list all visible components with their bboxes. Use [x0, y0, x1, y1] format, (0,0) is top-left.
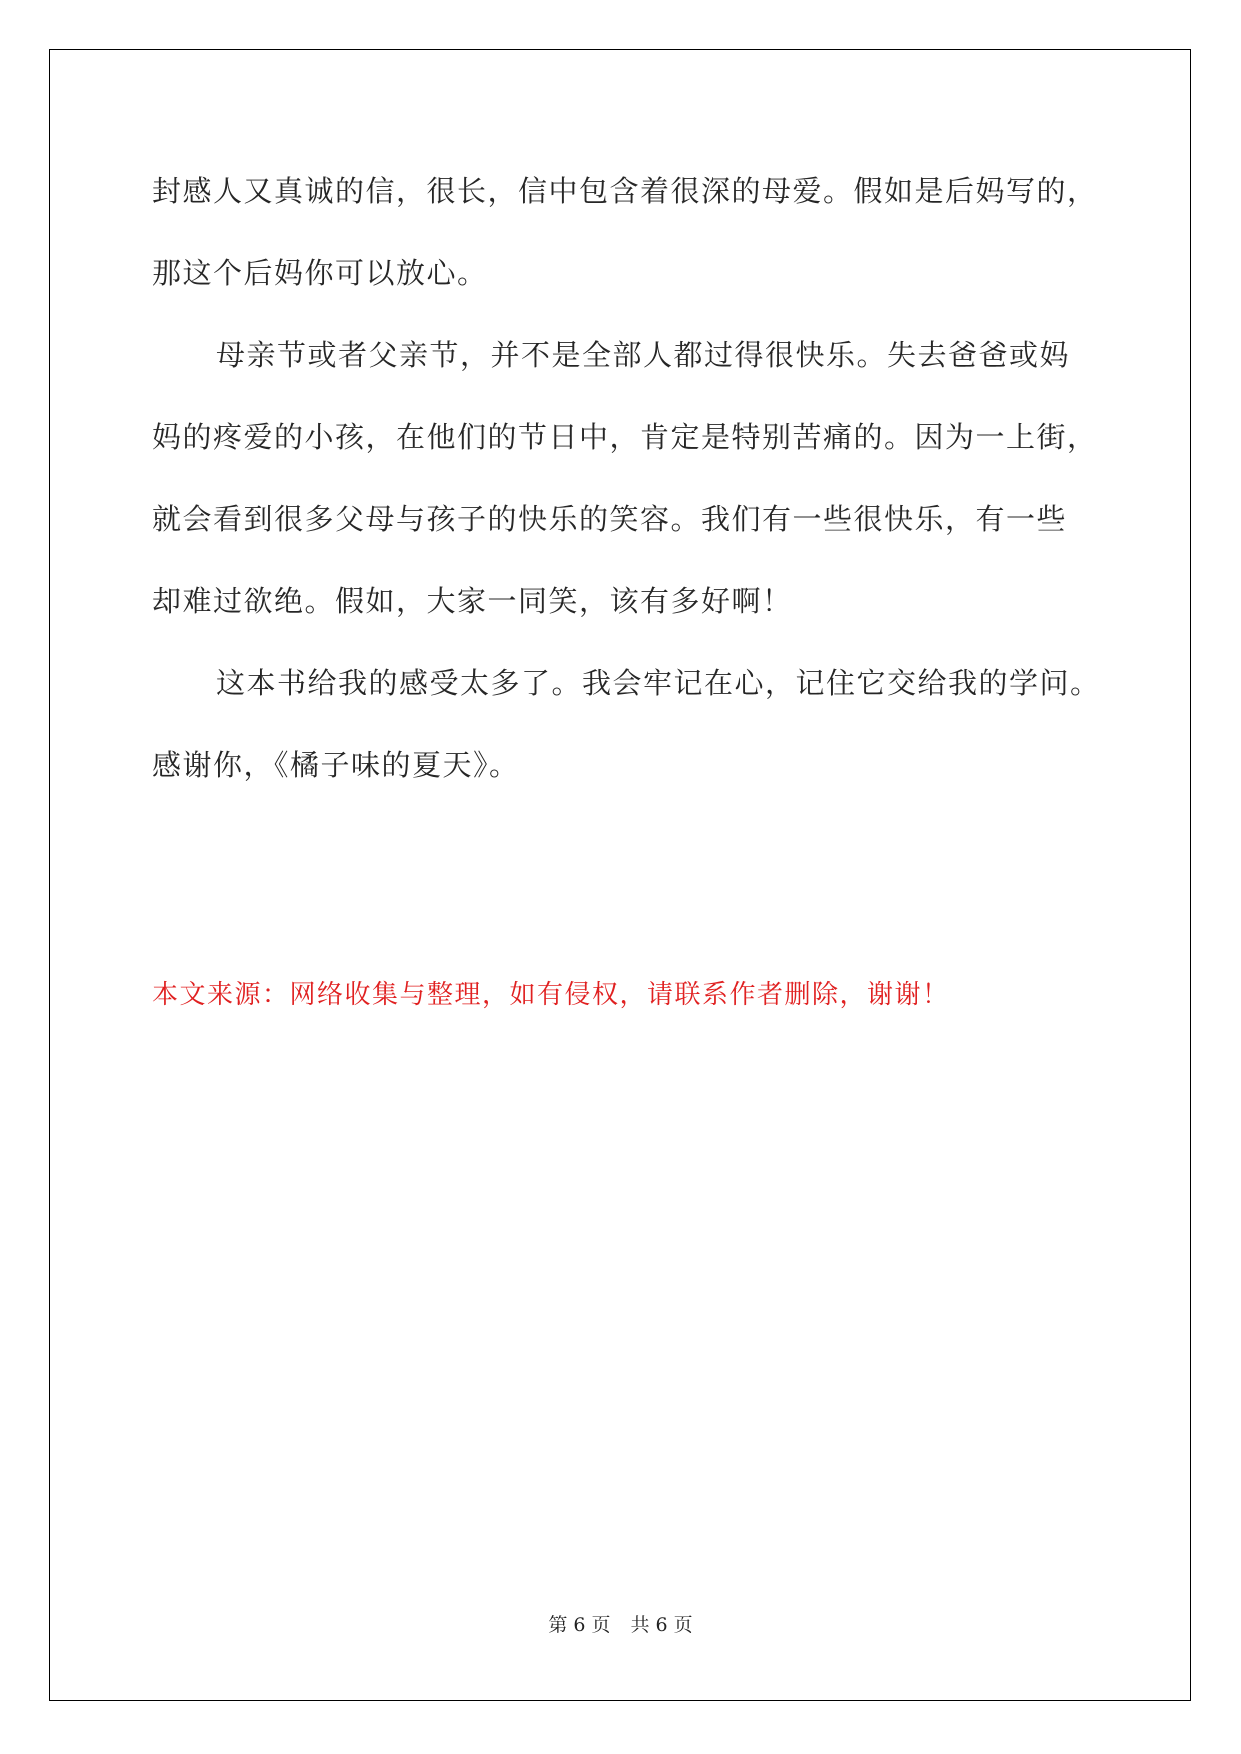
text-line: 封感人又真诚的信，很长，信中包含着很深的母爱。假如是后妈写的， [152, 174, 1098, 208]
text-line: 母亲节或者父亲节，并不是全部人都过得很快乐。失去爸爸或妈 [216, 338, 1071, 372]
text-line: 就会看到很多父母与孩子的快乐的笑容。我们有一些很快乐，有一些 [152, 502, 1068, 536]
text-line: 妈的疼爱的小孩，在他们的节日中，肯定是特别苦痛的。因为一上街， [152, 420, 1098, 454]
current-page-label: 第 6 页 [548, 1614, 611, 1636]
source-note: 本文来源：网络收集与整理，如有侵权，请联系作者删除，谢谢！ [152, 980, 950, 1010]
total-pages-label: 共 6 页 [630, 1614, 693, 1636]
paragraph-1 [152, 163, 1102, 327]
text-line: 那这个后妈你可以放心。 [152, 256, 488, 290]
text-line: 感谢你，《橘子味的夏天》。 [152, 748, 520, 782]
page-footer [0, 1613, 1241, 1637]
document-body [152, 163, 1102, 819]
text-line: 这本书给我的感受太多了。我会牢记在心，记住它交给我的学问。 [216, 666, 1101, 700]
text-line: 却难过欲绝。假如，大家一同笑，该有多好啊！ [152, 584, 793, 618]
paragraph-3 [152, 655, 1102, 819]
paragraph-2 [152, 327, 1102, 655]
